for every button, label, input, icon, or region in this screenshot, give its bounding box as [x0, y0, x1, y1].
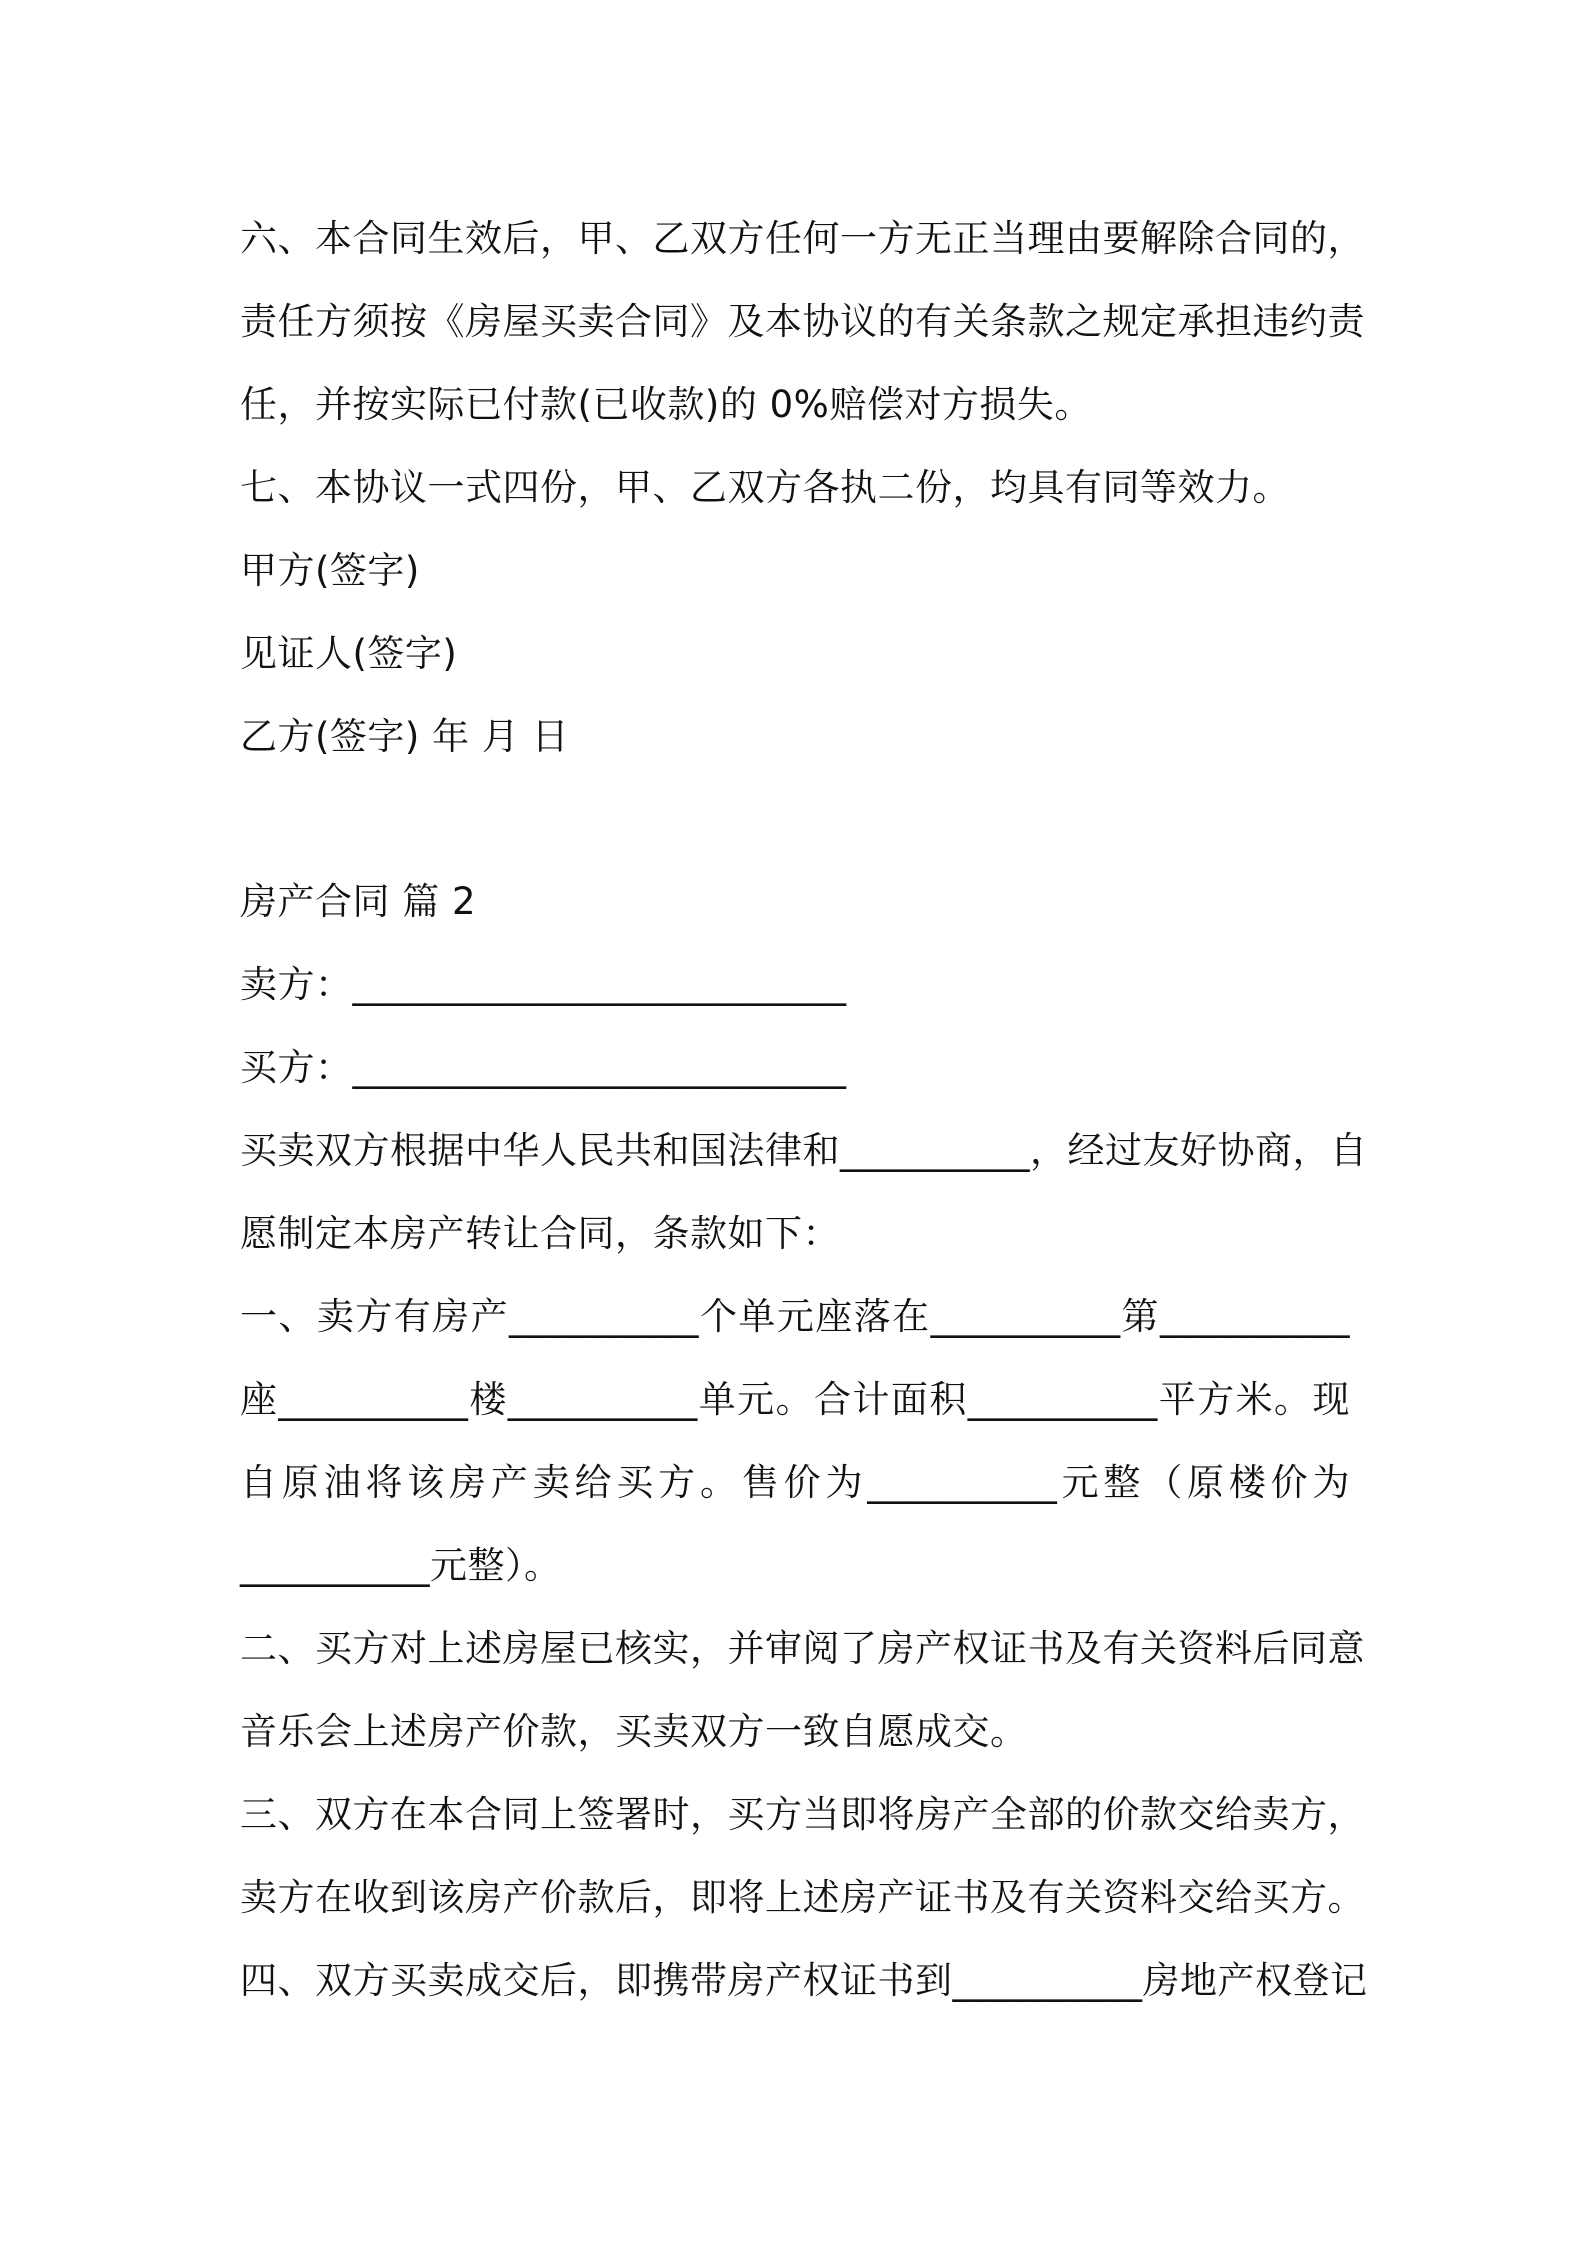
- party-a-signature: 甲方(签字): [240, 549, 420, 592]
- clause-three-line-2: 卖方在收到该房产价款后，即将上述房产证书及有关资料交给买方。: [240, 1876, 1365, 1919]
- section-gap: [240, 778, 1350, 860]
- buyer-line: 买方：__________________________: [240, 1046, 847, 1089]
- clause-three-line-1: 三、双方在本合同上签署时，买方当即将房产全部的价款交给卖方，: [240, 1793, 1365, 1836]
- clause-six-line-2: 责任方须按《房屋买卖合同》及本协议的有关条款之规定承担违约责: [240, 300, 1365, 343]
- clause-four-line-1: 四、双方买卖成交后，即携带房产权证书到__________房地产权登记: [240, 1959, 1368, 2002]
- clause-two-line-2: 音乐会上述房产价款，买卖双方一致自愿成交。: [240, 1710, 1028, 1753]
- document-body: [240, 197, 1368, 2022]
- clause-two-line-1: 二、买方对上述房屋已核实，并审阅了房产权证书及有关资料后同意: [240, 1627, 1365, 1670]
- clause-one-line-2: 座__________楼__________单元。合计面积__________平方米。现: [240, 1378, 1350, 1421]
- clause-six-line-1: 六、本合同生效后，甲、乙双方任何一方无正当理由要解除合同的，: [240, 217, 1365, 260]
- clause-one-line-3: 自原油将该房产卖给买方。售价为__________元整（原楼价为: [240, 1461, 1350, 1504]
- witness-signature: 见证人(签字): [240, 632, 458, 675]
- clause-seven: 七、本协议一式四份，甲、乙双方各执二份，均具有同等效力。: [240, 466, 1290, 509]
- seller-line: 卖方：__________________________: [240, 963, 847, 1006]
- preamble-line-2: 愿制定本房产转让合同，条款如下：: [240, 1212, 840, 1255]
- clause-six-line-3: 任，并按实际已付款(已收款)的 0%赔偿对方损失。: [240, 383, 1092, 426]
- section-title: 房产合同 篇 2: [240, 880, 477, 923]
- party-b-signature-date: 乙方(签字) 年 月 日: [240, 715, 570, 758]
- clause-one-line-4: __________元整）。: [240, 1544, 562, 1587]
- clause-one-line-1: 一、卖方有房产__________个单元座落在__________第__________: [240, 1295, 1350, 1338]
- preamble-line-1: 买卖双方根据中华人民共和国法律和__________，经过友好协商，自: [240, 1129, 1368, 1172]
